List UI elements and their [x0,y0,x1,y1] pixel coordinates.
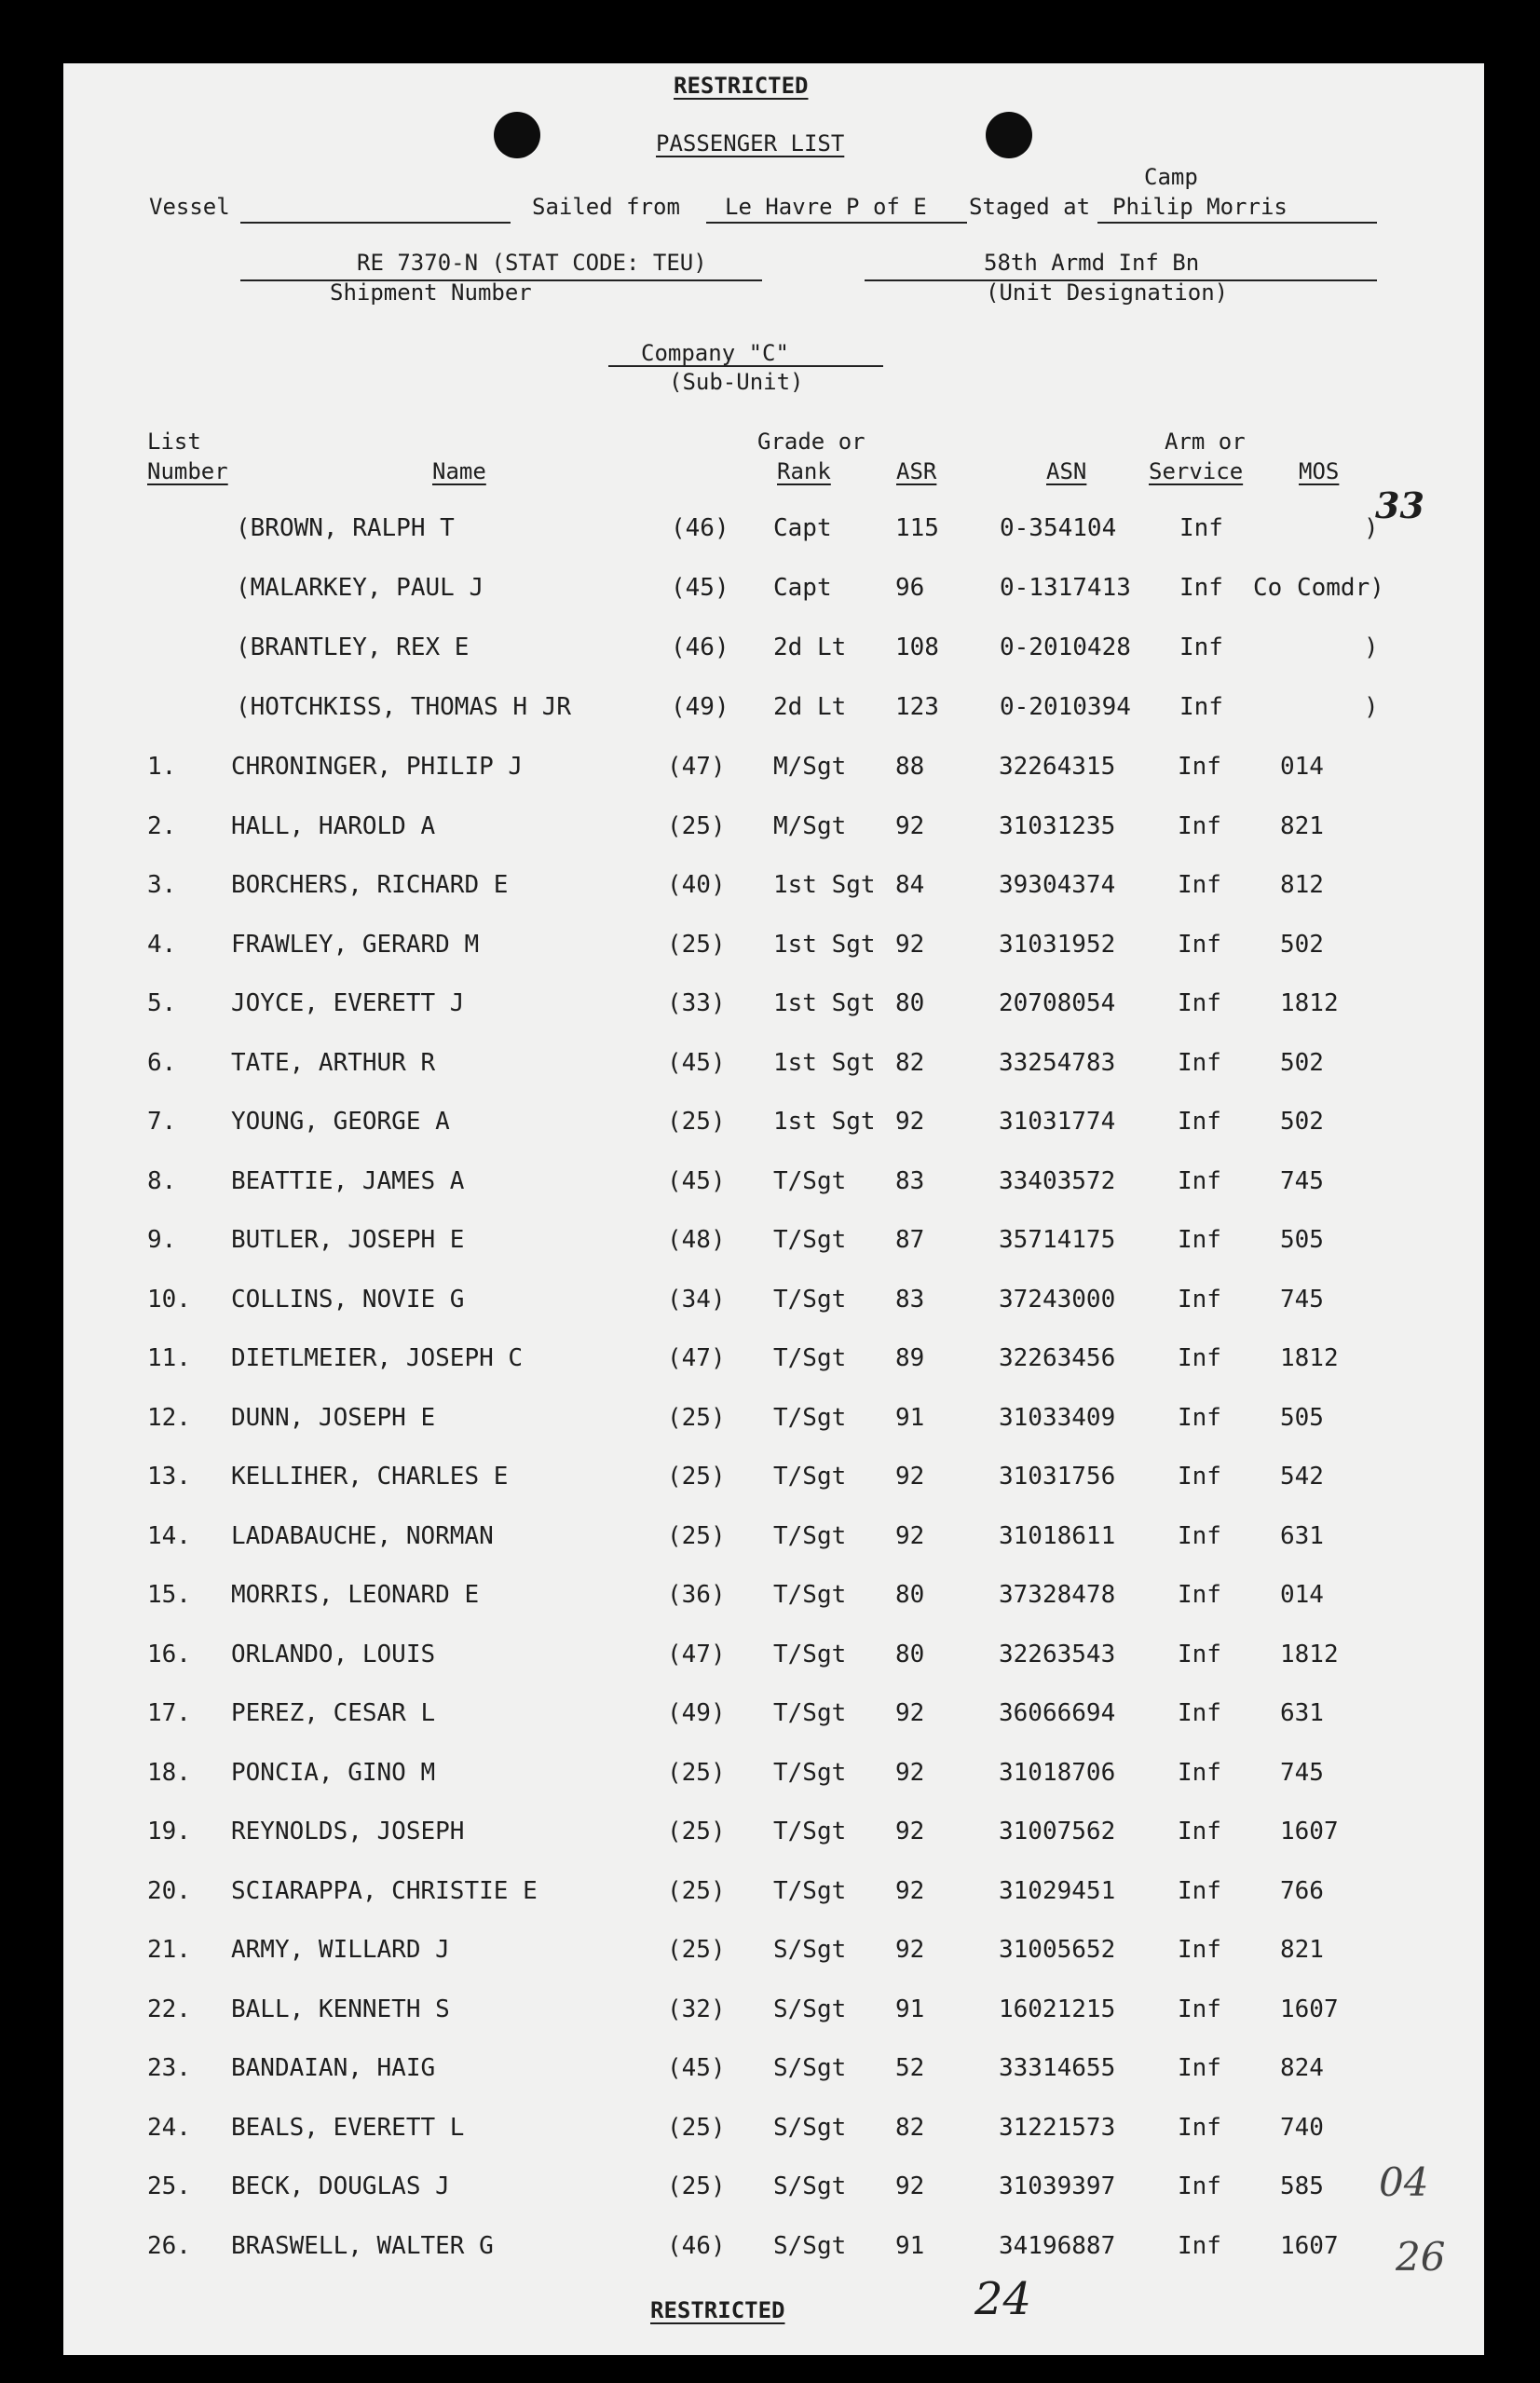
passenger-age: (25) [667,1404,726,1432]
passenger-mos: 505 [1280,1226,1324,1254]
passenger-mos: 542 [1280,1463,1324,1491]
passenger-grade: S/Sgt [773,2114,847,2142]
passenger-name: BANDAIAN, HAIG [231,2054,436,2082]
officer-asn: 0-1317413 [1000,574,1131,602]
officer-mos: Co Comdr) [1253,574,1384,602]
officer-name: (BRANTLEY, REX E [236,633,470,661]
subunit-value: Company "C" [641,340,789,366]
list-number: 26. [147,2232,191,2260]
passenger-name: KELLIHER, CHARLES E [231,1463,509,1491]
passenger-mos: 631 [1280,1699,1324,1727]
passenger-arm: Inf [1178,1877,1221,1905]
officer-close: ) [1364,693,1379,721]
passenger-age: (45) [667,1049,726,1077]
passenger-age: (49) [667,1699,726,1727]
passenger-age: (47) [667,753,726,781]
passenger-asr: 83 [895,1167,925,1195]
list-number: 20. [147,1877,191,1905]
passenger-grade: T/Sgt [773,1759,847,1787]
passenger-grade: M/Sgt [773,812,847,840]
passenger-asr: 92 [895,1936,925,1964]
passenger-grade: T/Sgt [773,1344,847,1372]
passenger-age: (45) [667,2054,726,2082]
passenger-asr: 91 [895,2232,925,2260]
page-mark: 33 [1375,484,1424,526]
passenger-arm: Inf [1178,989,1221,1017]
passenger-asn: 33314655 [999,2054,1116,2082]
officer-asr: 96 [895,574,925,602]
list-number: 11. [147,1344,191,1372]
staged-label: Staged at [969,194,1091,220]
passenger-arm: Inf [1178,1286,1221,1314]
passenger-asr: 92 [895,2172,925,2200]
passenger-age: (47) [667,1344,726,1372]
passenger-asn: 31029451 [999,1877,1116,1905]
passenger-grade: 1st Sgt [773,989,876,1017]
passenger-name: COLLINS, NOVIE G [231,1286,465,1314]
passenger-name: FRAWLEY, GERARD M [231,931,480,959]
passenger-name: ORLANDO, LOUIS [231,1641,436,1668]
passenger-arm: Inf [1178,1759,1221,1787]
passenger-asr: 80 [895,1641,925,1668]
passenger-name: DUNN, JOSEPH E [231,1404,436,1432]
officer-grade: 2d Lt [773,633,847,661]
passenger-name: TATE, ARTHUR R [231,1049,436,1077]
passenger-arm: Inf [1178,753,1221,781]
passenger-age: (25) [667,2172,726,2200]
passenger-age: (25) [667,1936,726,1964]
passenger-name: BRASWELL, WALTER G [231,2232,494,2260]
passenger-grade: S/Sgt [773,1995,847,2023]
passenger-arm: Inf [1178,1522,1221,1550]
passenger-arm: Inf [1178,1641,1221,1668]
passenger-asr: 52 [895,2054,925,2082]
passenger-name: YOUNG, GEORGE A [231,1108,450,1136]
passenger-asr: 83 [895,1286,925,1314]
list-number: 8. [147,1167,177,1195]
list-number: 3. [147,871,177,899]
passenger-asn: 20708054 [999,989,1116,1017]
officer-name: (HOTCHKISS, THOMAS H JR [236,693,572,721]
punch-hole-right [986,112,1032,158]
passenger-mos: 824 [1280,2054,1324,2082]
passenger-mos: 1812 [1280,989,1339,1017]
list-number: 7. [147,1108,177,1136]
officer-grade: 2d Lt [773,693,847,721]
passenger-asr: 89 [895,1344,925,1372]
passenger-mos: 766 [1280,1877,1324,1905]
staged-value: Philip Morris [1112,194,1288,220]
passenger-grade: 1st Sgt [773,871,876,899]
shipment-value: RE 7370-N (STAT CODE: TEU) [357,250,707,276]
officer-asr: 108 [895,633,939,661]
list-number: 2. [147,812,177,840]
passenger-name: DIETLMEIER, JOSEPH C [231,1344,524,1372]
passenger-arm: Inf [1178,1581,1221,1609]
list-number: 10. [147,1286,191,1314]
officer-asr: 123 [895,693,939,721]
officer-asn: 0-354104 [1000,514,1117,542]
officer-arm: Inf [1179,574,1223,602]
passenger-age: (34) [667,1286,726,1314]
document-page [63,63,1484,2355]
passenger-name: BEALS, EVERETT L [231,2114,465,2142]
passenger-arm: Inf [1178,1226,1221,1254]
passenger-age: (25) [667,1108,726,1136]
passenger-asn: 33403572 [999,1167,1116,1195]
restricted-top: RESTRICTED [674,73,809,99]
passenger-arm: Inf [1178,2232,1221,2260]
passenger-arm: Inf [1178,2114,1221,2142]
officer-name: (MALARKEY, PAUL J [236,574,484,602]
sailed-label: Sailed from [532,194,680,220]
passenger-mos: 745 [1280,1286,1324,1314]
passenger-asn: 35714175 [999,1226,1116,1254]
passenger-mos: 821 [1280,812,1324,840]
passenger-name: MORRIS, LEONARD E [231,1581,480,1609]
passenger-asr: 80 [895,1581,925,1609]
passenger-asr: 82 [895,1049,925,1077]
passenger-asr: 92 [895,931,925,959]
col-number-header: Number [147,458,228,484]
passenger-arm: Inf [1178,871,1221,899]
passenger-mos: 1607 [1280,1995,1339,2023]
passenger-name: PEREZ, CESAR L [231,1699,436,1727]
passenger-asr: 92 [895,1877,925,1905]
officer-grade: Capt [773,574,832,602]
subunit-label: (Sub-Unit) [669,369,804,395]
punch-hole-left [494,112,540,158]
passenger-asn: 31039397 [999,2172,1116,2200]
officer-asr: 115 [895,514,939,542]
passenger-age: (25) [667,2114,726,2142]
passenger-arm: Inf [1178,1404,1221,1432]
list-number: 18. [147,1759,191,1787]
passenger-mos: 745 [1280,1759,1324,1787]
officer-close: ) [1364,514,1379,542]
passenger-asn: 37328478 [999,1581,1116,1609]
list-number: 13. [147,1463,191,1491]
passenger-age: (47) [667,1641,726,1668]
margin-note-1: 04 [1379,2159,1429,2205]
passenger-grade: T/Sgt [773,1818,847,1845]
passenger-grade: T/Sgt [773,1286,847,1314]
col-mos-header: MOS [1299,458,1340,484]
passenger-grade: M/Sgt [773,753,847,781]
passenger-asn: 32263456 [999,1344,1116,1372]
passenger-name: REYNOLDS, JOSEPH [231,1818,465,1845]
passenger-age: (40) [667,871,726,899]
list-number: 15. [147,1581,191,1609]
passenger-name: BALL, KENNETH S [231,1995,450,2023]
passenger-asn: 32264315 [999,753,1116,781]
list-number: 1. [147,753,177,781]
col-rank-header: Rank [777,458,831,484]
passenger-grade: 1st Sgt [773,1108,876,1136]
passenger-mos: 585 [1280,2172,1324,2200]
page-number: 24 [974,2273,1032,2325]
passenger-arm: Inf [1178,1699,1221,1727]
passenger-arm: Inf [1178,1108,1221,1136]
passenger-mos: 812 [1280,871,1324,899]
restricted-bottom: RESTRICTED [650,2297,785,2323]
list-number: 9. [147,1226,177,1254]
passenger-age: (25) [667,1522,726,1550]
officer-name: (BROWN, RALPH T [236,514,455,542]
list-number: 5. [147,989,177,1017]
passenger-mos: 821 [1280,1936,1324,1964]
passenger-grade: S/Sgt [773,1936,847,1964]
passenger-arm: Inf [1178,812,1221,840]
passenger-name: BORCHERS, RICHARD E [231,871,509,899]
col-arm-header: Arm or [1165,429,1246,455]
passenger-mos: 014 [1280,1581,1324,1609]
passenger-asr: 80 [895,989,925,1017]
passenger-name: BEATTIE, JAMES A [231,1167,465,1195]
passenger-name: JOYCE, EVERETT J [231,989,465,1017]
passenger-asn: 31005652 [999,1936,1116,1964]
officer-close: ) [1364,633,1379,661]
passenger-asn: 36066694 [999,1699,1116,1727]
passenger-asr: 91 [895,1995,925,2023]
passenger-grade: 1st Sgt [773,931,876,959]
passenger-grade: T/Sgt [773,1581,847,1609]
passenger-asn: 37243000 [999,1286,1116,1314]
col-grade-header: Grade or [757,429,865,455]
passenger-grade: S/Sgt [773,2172,847,2200]
officer-asn: 0-2010394 [1000,693,1131,721]
list-number: 16. [147,1641,191,1668]
col-service-header: Service [1149,458,1244,484]
col-asn-header: ASN [1046,458,1087,484]
passenger-arm: Inf [1178,1167,1221,1195]
margin-note-2: 26 [1396,2234,1446,2280]
passenger-age: (25) [667,1818,726,1845]
passenger-age: (25) [667,1877,726,1905]
passenger-grade: S/Sgt [773,2232,847,2260]
passenger-age: (33) [667,989,726,1017]
list-number: 21. [147,1936,191,1964]
passenger-asn: 39304374 [999,871,1116,899]
unit-value: 58th Armd Inf Bn [984,250,1200,276]
list-number: 17. [147,1699,191,1727]
passenger-arm: Inf [1178,1049,1221,1077]
passenger-asn: 32263543 [999,1641,1116,1668]
passenger-asr: 84 [895,871,925,899]
list-number: 23. [147,2054,191,2082]
col-asr-header: ASR [896,458,937,484]
passenger-grade: T/Sgt [773,1404,847,1432]
passenger-mos: 502 [1280,1108,1324,1136]
passenger-mos: 631 [1280,1522,1324,1550]
passenger-asr: 92 [895,812,925,840]
passenger-asr: 92 [895,1108,925,1136]
passenger-grade: S/Sgt [773,2054,847,2082]
col-list-header: List [147,429,201,455]
vessel-label: Vessel [149,194,230,220]
staged-line [1097,222,1377,224]
officer-age: (46) [671,633,729,661]
passenger-mos: 1812 [1280,1641,1339,1668]
passenger-asn: 34196887 [999,2232,1116,2260]
passenger-asn: 31033409 [999,1404,1116,1432]
officer-age: (45) [671,574,729,602]
col-name-header: Name [432,458,486,484]
passenger-mos: 502 [1280,1049,1324,1077]
passenger-grade: T/Sgt [773,1641,847,1668]
passenger-asr: 91 [895,1404,925,1432]
list-number: 4. [147,931,177,959]
sailed-line [706,222,967,224]
passenger-name: HALL, HAROLD A [231,812,436,840]
list-number: 19. [147,1818,191,1845]
passenger-asr: 87 [895,1226,925,1254]
list-number: 12. [147,1404,191,1432]
passenger-arm: Inf [1178,1344,1221,1372]
passenger-arm: Inf [1178,1463,1221,1491]
vessel-line [240,222,511,224]
passenger-age: (45) [667,1167,726,1195]
passenger-mos: 1812 [1280,1344,1339,1372]
passenger-name: LADABAUCHE, NORMAN [231,1522,494,1550]
shipment-label: Shipment Number [330,279,532,306]
passenger-asn: 31018611 [999,1522,1116,1550]
passenger-arm: Inf [1178,1818,1221,1845]
passenger-age: (25) [667,931,726,959]
passenger-asr: 92 [895,1522,925,1550]
officer-asn: 0-2010428 [1000,633,1131,661]
passenger-asr: 92 [895,1463,925,1491]
document-title: PASSENGER LIST [656,130,845,157]
passenger-mos: 505 [1280,1404,1324,1432]
passenger-asn: 31018706 [999,1759,1116,1787]
officer-arm: Inf [1179,693,1223,721]
sailed-value: Le Havre P of E [725,194,927,220]
passenger-asn: 33254783 [999,1049,1116,1077]
officer-arm: Inf [1179,633,1223,661]
passenger-age: (25) [667,1759,726,1787]
passenger-asr: 92 [895,1759,925,1787]
passenger-mos: 745 [1280,1167,1324,1195]
passenger-age: (25) [667,812,726,840]
passenger-grade: T/Sgt [773,1167,847,1195]
passenger-arm: Inf [1178,1995,1221,2023]
passenger-asn: 31007562 [999,1818,1116,1845]
passenger-asn: 31031952 [999,931,1116,959]
passenger-grade: T/Sgt [773,1226,847,1254]
camp-label: Camp [1144,164,1198,190]
list-number: 24. [147,2114,191,2142]
passenger-age: (48) [667,1226,726,1254]
officer-age: (49) [671,693,729,721]
passenger-age: (25) [667,1463,726,1491]
passenger-grade: T/Sgt [773,1463,847,1491]
passenger-name: BECK, DOUGLAS J [231,2172,450,2200]
passenger-name: BUTLER, JOSEPH E [231,1226,465,1254]
passenger-asr: 82 [895,2114,925,2142]
passenger-arm: Inf [1178,1936,1221,1964]
passenger-asn: 31031756 [999,1463,1116,1491]
passenger-mos: 1607 [1280,1818,1339,1845]
list-number: 6. [147,1049,177,1077]
passenger-asn: 16021215 [999,1995,1116,2023]
list-number: 22. [147,1995,191,2023]
passenger-arm: Inf [1178,931,1221,959]
passenger-age: (46) [667,2232,726,2260]
passenger-arm: Inf [1178,2172,1221,2200]
passenger-age: (36) [667,1581,726,1609]
passenger-name: SCIARAPPA, CHRISTIE E [231,1877,538,1905]
passenger-grade: 1st Sgt [773,1049,876,1077]
passenger-asr: 88 [895,753,925,781]
passenger-name: PONCIA, GINO M [231,1759,436,1787]
passenger-name: CHRONINGER, PHILIP J [231,753,524,781]
list-number: 25. [147,2172,191,2200]
passenger-asn: 31221573 [999,2114,1116,2142]
list-number: 14. [147,1522,191,1550]
unit-label: (Unit Designation) [986,279,1229,306]
passenger-asr: 92 [895,1818,925,1845]
passenger-mos: 1607 [1280,2232,1339,2260]
passenger-age: (32) [667,1995,726,2023]
passenger-grade: T/Sgt [773,1699,847,1727]
passenger-arm: Inf [1178,2054,1221,2082]
passenger-asn: 31031774 [999,1108,1116,1136]
passenger-grade: T/Sgt [773,1877,847,1905]
passenger-mos: 740 [1280,2114,1324,2142]
passenger-mos: 014 [1280,753,1324,781]
passenger-asr: 92 [895,1699,925,1727]
passenger-name: ARMY, WILLARD J [231,1936,450,1964]
officer-age: (46) [671,514,729,542]
passenger-asn: 31031235 [999,812,1116,840]
officer-grade: Capt [773,514,832,542]
passenger-mos: 502 [1280,931,1324,959]
officer-arm: Inf [1179,514,1223,542]
passenger-grade: T/Sgt [773,1522,847,1550]
